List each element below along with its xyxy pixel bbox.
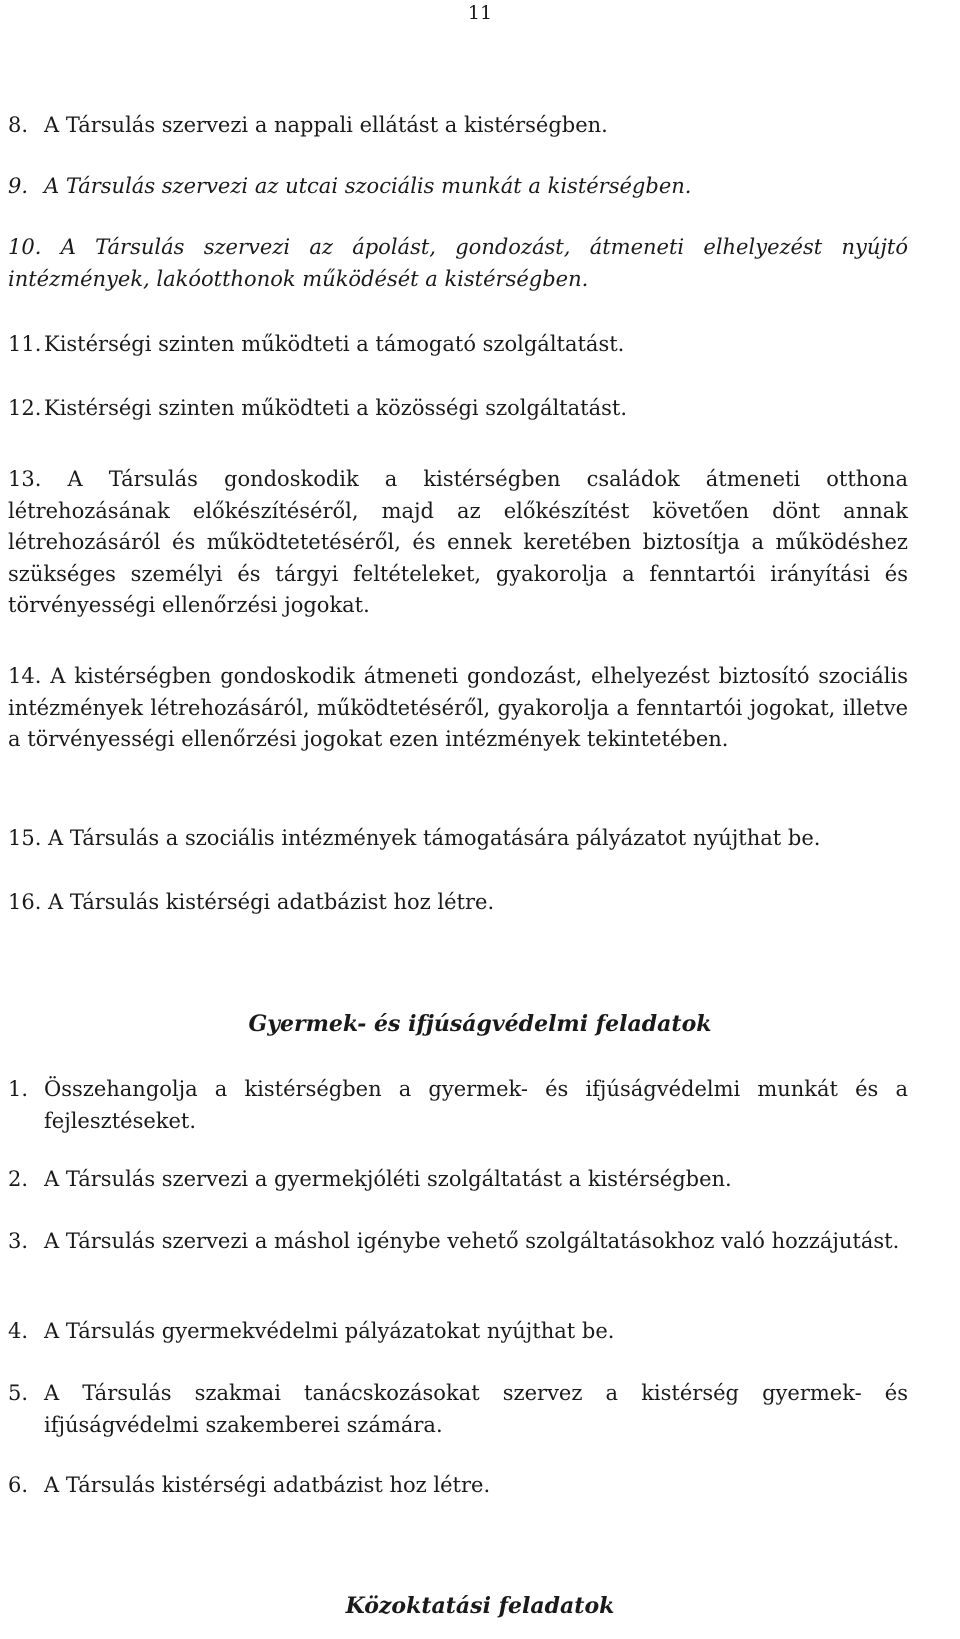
list-item (8, 661, 908, 756)
item-number: 11. (8, 332, 42, 356)
item-number: 1. (8, 1077, 29, 1101)
item-number: 10. (8, 235, 42, 259)
list-item (8, 1315, 908, 1347)
item-text: A Társulás szervezi a máshol igénybe vehető szolgáltatásokhoz való hozzájutást. (44, 1229, 900, 1253)
item-text: A Társulás kistérségi adatbázist hoz létre. (44, 1473, 491, 1497)
item-text: A Társulás a szociális intézmények támogatására pályázatot nyújthat be. (48, 826, 821, 850)
item-text: Kistérségi szinten működteti a közösségi szolgáltatást. (44, 396, 627, 420)
list-item (8, 822, 908, 854)
list-item (8, 328, 908, 360)
list-item (8, 232, 908, 295)
item-number: 5. (8, 1381, 29, 1405)
item-number: 8. (8, 113, 29, 137)
item-number: 14. (8, 664, 42, 688)
list-item (8, 109, 908, 141)
item-number: 13. (8, 467, 42, 491)
list-item (8, 464, 908, 622)
item-text: A Társulás kistérségi adatbázist hoz létre. (48, 890, 495, 914)
item-number: 3. (8, 1229, 29, 1253)
item-number: 9. (8, 174, 29, 198)
item-text: A Társulás szakmai tanácskozásokat szervez a kistérség gyermek- és ifjúságvédelmi szakemberei számára. (44, 1381, 908, 1437)
item-number: 16. (8, 890, 42, 914)
item-number: 4. (8, 1319, 29, 1343)
item-number: 12. (8, 396, 42, 420)
list-item (8, 170, 908, 202)
item-number: 6. (8, 1473, 29, 1497)
list-item (8, 392, 908, 424)
item-text: A kistérségben gondoskodik átmeneti gondozást, elhelyezést biztosító szociális intézmények létrehozásáról, működtetéséről, gyakorolja a fenntartói jogokat, illetve a törvényességi ellenőrzési jogokat ezen intézmények tekintetében. (8, 664, 908, 751)
list-item (8, 1377, 908, 1441)
list-item (8, 1469, 908, 1501)
list-item (8, 1225, 908, 1257)
list-item (8, 886, 908, 918)
item-text: A Társulás szervezi a gyermekjóléti szolgáltatást a kistérségben. (44, 1167, 732, 1191)
item-text: A Társulás szervezi a nappali ellátást a kistérségben. (44, 113, 608, 137)
item-number: 2. (8, 1167, 29, 1191)
list-item (8, 1163, 908, 1195)
item-text: A Társulás szervezi az utcai szociális munkát a kistérségben. (44, 174, 692, 198)
section-heading: Gyermek- és ifjúságvédelmi feladatok (248, 1011, 712, 1037)
item-text: Kistérségi szinten működteti a támogató szolgáltatást. (44, 332, 625, 356)
section-heading: Közoktatási feladatok (345, 1593, 615, 1619)
page-number: 11 (467, 2, 493, 24)
item-text: A Társulás gyermekvédelmi pályázatokat nyújthat be. (44, 1319, 615, 1343)
item-number: 15. (8, 826, 42, 850)
item-text: A Társulás gondoskodik a kistérségben családok átmeneti otthona létrehozásának előkészítéséről, majd az előkészítést követően dönt annak létrehozásáról és működtetetéséről, és ennek keretében biztosítja a működéshez szükséges személyi és tárgyi feltételeket, gyakorolja a fenntartói irányítási és törvényességi ellenőrzési jogokat. (8, 467, 908, 617)
item-text: Összehangolja a kistérségben a gyermek- és ifjúságvédelmi munkát és a fejlesztéseket. (44, 1077, 908, 1133)
item-text: A Társulás szervezi az ápolást, gondozást, átmeneti elhelyezést nyújtó intézmények, lakóotthonok működését a kistérségben. (8, 235, 908, 291)
list-item (8, 1073, 908, 1137)
